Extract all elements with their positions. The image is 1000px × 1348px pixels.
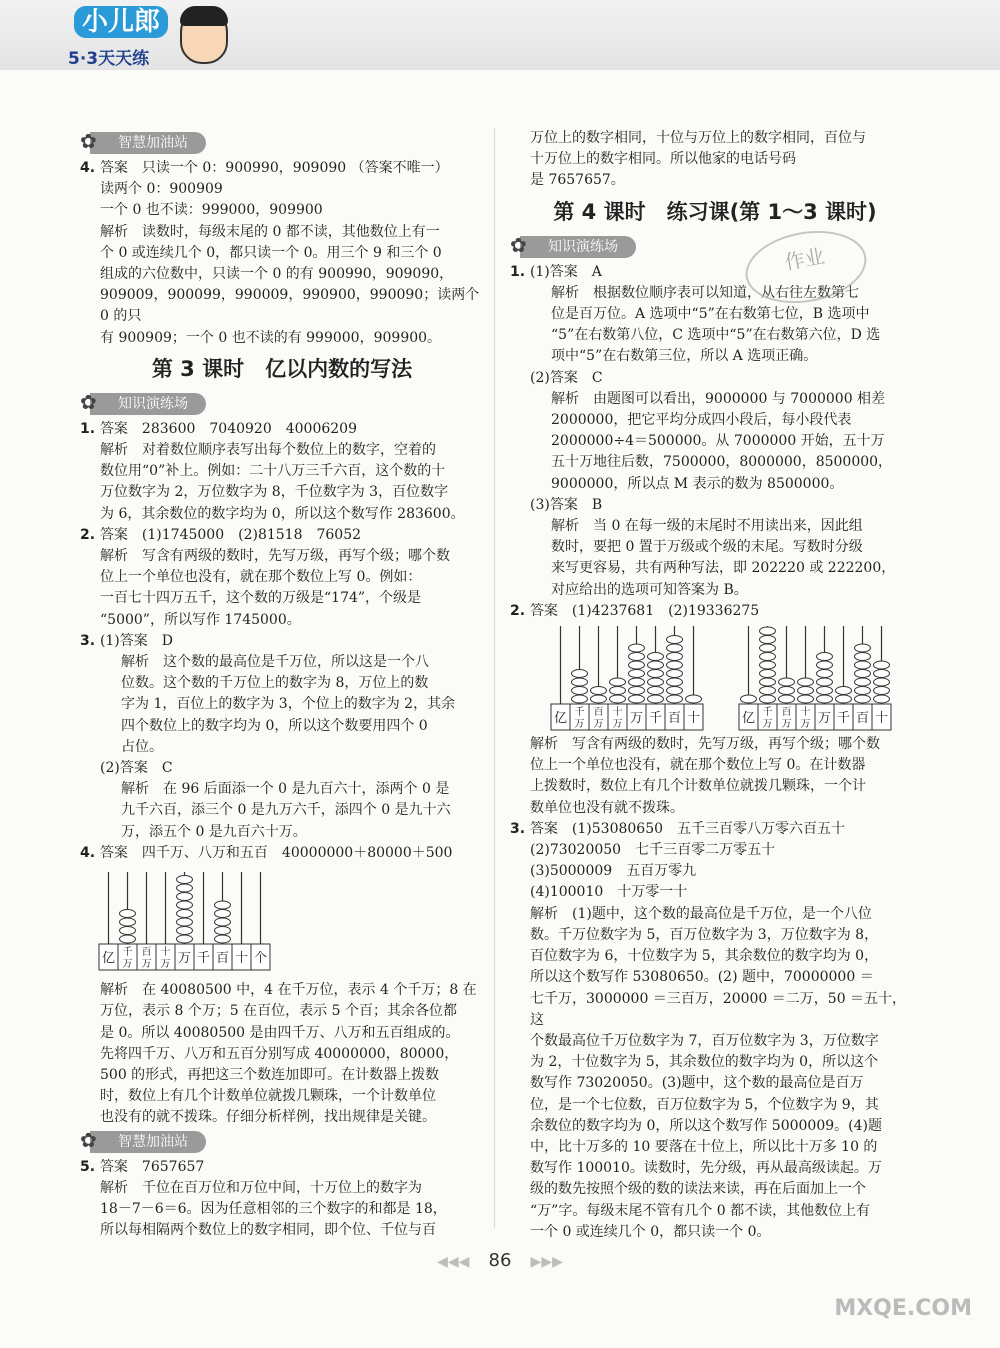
question-3	[80, 631, 484, 843]
text-line: 有 900909；一个 0 也不读的有 999000，909900。	[100, 329, 442, 346]
abacus-bead	[629, 644, 645, 652]
abacus-bead	[648, 695, 664, 703]
abacus-bead	[686, 695, 702, 703]
place-label: 亿	[101, 951, 116, 967]
abacus-bead	[817, 670, 833, 678]
text-line: 个 0 或连续几个 0，都只读一个 0。用三个 9 和三个 0	[100, 244, 442, 261]
place-label: 十万	[612, 707, 623, 731]
abacus-bead	[667, 644, 683, 652]
abacus-bead	[591, 695, 607, 703]
place-label: 百万	[141, 947, 152, 971]
text-line: 为 6，其余数位的数字均为 0，所以这个数写作 283600。	[100, 505, 465, 522]
section-title: ✿ 知识演练场	[520, 236, 636, 258]
place-label: 千	[836, 711, 851, 727]
question-number: 3.	[510, 820, 530, 837]
brand-logo	[62, 2, 252, 68]
abacus-bead	[177, 910, 193, 918]
abacus-bead	[215, 901, 231, 909]
text-line: 位上一个单位也没有，就在那个数位上写 0。例如：	[100, 569, 422, 586]
abacus-bead	[855, 653, 871, 661]
text-line: 万位数字为 2，万位数字为 8，千位数字为 3，百位数字	[100, 484, 449, 501]
text-line: 解析 根据数位顺序表可以知道，从右往左数第七	[551, 284, 859, 301]
text-line: 万位上的数字相同，十位与万位上的数字相同，百位与	[530, 130, 866, 146]
page-number: 86	[488, 1250, 512, 1271]
text-line: 解析 千位在百万位和万位中间，十万位上的数字为	[100, 1179, 422, 1196]
abacus-bead	[629, 653, 645, 661]
abacus-bead	[798, 687, 814, 695]
text-line: “万”字。每级末尾不管有几个 0 都不读，其他数位上有	[530, 1202, 871, 1219]
question-number: 5.	[80, 1158, 100, 1175]
question-number: 4.	[80, 160, 100, 176]
abacus-bead	[610, 687, 626, 695]
text-line: 位数。这个数的千万位上的数字为 8，万位上的数	[121, 675, 429, 692]
place-label: 百	[215, 951, 230, 967]
abacus-bead	[215, 927, 231, 935]
abacus-bead	[874, 678, 890, 686]
question-number: 2.	[80, 526, 100, 543]
text-line: 时，数位上有几个计数单位就拨几颗珠，一个计数单位	[100, 1088, 436, 1105]
abacus-bead	[120, 918, 136, 926]
lesson-title: 第 3 课时 亿以内数的写法	[151, 356, 413, 381]
place-label: 十	[874, 711, 889, 727]
text-line: 数。千万位数字为 5，百万位数字为 3，万位数字为 8，	[530, 926, 879, 943]
place-label: 千万	[574, 707, 585, 731]
text-line: 是 7657657。	[530, 172, 625, 189]
question-number: 1.	[80, 420, 100, 437]
text-line: 十万位上的数字相同。所以他家的电话号码	[530, 151, 796, 168]
abacus-bead	[648, 687, 664, 695]
abacus-figure	[550, 622, 720, 734]
abacus-bead	[741, 695, 757, 703]
text-line: (2)答案 C	[530, 369, 603, 386]
abacus-bead	[760, 627, 776, 635]
text-line: 2000000÷4＝500000。从 7000000 开始，五十万	[551, 433, 885, 450]
place-label: 十	[234, 951, 249, 967]
abacus-bead	[667, 670, 683, 678]
text-line: 百位数字为 6，十位数字为 5，其余数位的数字均为 0，	[530, 948, 879, 965]
abacus-bead	[817, 661, 833, 669]
section-title: ✿ 智慧加油站	[90, 132, 206, 154]
abacus-bead	[874, 670, 890, 678]
text-line: 级的数先按照个级的数的读法来读，再在后面加上一个	[530, 1181, 866, 1198]
text-line: 上拨数时，数位上有几个计数单位就拨几颗珠，一个计	[530, 778, 866, 795]
text-line: 9000000，所以点 M 表示的数为 8500000。	[551, 475, 844, 492]
text-line: 个数最高位千万位数字为 7，百万位数字为 3，万位数字	[530, 1032, 879, 1049]
abacus-bead	[874, 687, 890, 695]
text-line: (3)答案 B	[530, 496, 603, 513]
abacus-bead	[177, 927, 193, 935]
abacus-bead	[177, 884, 193, 892]
text-line: 909009，900099，990009，990900，990090；读两个 0 的只	[100, 287, 480, 325]
text-line: 来写更容易，共有两种写法，即 202220 或 222200，	[551, 560, 896, 577]
text-line: 位上一个单位也没有，就在那个数位上写 0。在计数器	[530, 757, 866, 774]
abacus-bead	[591, 687, 607, 695]
next-arrows-icon: ▶▶▶	[530, 1254, 563, 1270]
brand-bottom: 5·3天天练	[68, 49, 150, 69]
section-title: ✿ 知识演练场	[90, 393, 206, 415]
abacus-bead	[572, 687, 588, 695]
question-3	[510, 819, 920, 1243]
text-line: 所以每相隔两个数位上的数字相同，即个位、千位与百	[100, 1222, 436, 1239]
text-line: 四个数位上的数字均为 0，所以这个数要用四个 0	[121, 717, 428, 734]
abacus-bead	[855, 670, 871, 678]
place-label: 千万	[122, 947, 133, 971]
text-line: 也没有的就不拨珠。仔细分析样例，找出规律是关键。	[100, 1109, 436, 1126]
abacus-bead	[667, 636, 683, 644]
place-label: 万	[629, 711, 644, 727]
text-line: 解析 对着数位顺序表写出每个数位上的数字，空着的	[100, 442, 436, 459]
abacus-bead	[177, 918, 193, 926]
abacus-bead	[760, 644, 776, 652]
abacus-bead	[629, 678, 645, 686]
text-line: 九千六百，添三个 0 是九万六千，添四个 0 是九十六	[121, 802, 451, 819]
abacus-bead	[760, 678, 776, 686]
abacus-bead	[874, 661, 890, 669]
question-number: 2.	[510, 602, 530, 619]
abacus-bead	[629, 687, 645, 695]
abacus-bead	[817, 695, 833, 703]
abacus-bead	[817, 678, 833, 686]
text-line: 余数位的数字均为 0，所以这个数写作 5000009。(4)题	[530, 1117, 882, 1134]
place-label: 百	[667, 711, 682, 727]
abacus-bead	[215, 918, 231, 926]
abacus-bead	[760, 661, 776, 669]
text-line: 18－7－6＝6。因为任意相邻的三个数字的和都是 18，	[100, 1200, 447, 1217]
text-line: 数写作 73020050。(3)题中，这个数的最高位是百万	[530, 1075, 864, 1092]
text-line: 1. 答案 283600 7040920 40006209	[80, 420, 357, 437]
text-line: 解析 由题图可以看出，9000000 与 7000000 相差	[551, 390, 886, 407]
text-line: 2. 答案 (1)4237681 (2)19336275	[510, 602, 760, 619]
text-line: 解析 写含有两级的数时，先写万级，再写个级；哪个数	[100, 548, 450, 565]
abacus-bead	[177, 935, 193, 943]
text-line: 读两个 0：900909	[100, 181, 223, 198]
place-label: 千	[196, 951, 211, 967]
abacus-bead	[874, 695, 890, 703]
abacus-bead	[760, 670, 776, 678]
abacus-bead	[817, 687, 833, 695]
question-4	[80, 158, 484, 349]
mascot-icon	[180, 8, 228, 64]
text-line: 中，比十万多的 10 要落在十位上，所以比十万多 10 的	[530, 1138, 878, 1155]
text-line: 4. 答案 四千万、八万和五百 40000000＋80000＋500	[80, 844, 453, 861]
text-line: 一个 0 或连续几个 0，都只读一个 0。	[530, 1223, 771, 1240]
text-line: 位，是一个七位数，百万位数字为 5，个位数字为 9，其	[530, 1096, 879, 1113]
abacus-bead	[610, 695, 626, 703]
text-line: 数单位也没有就不拨珠。	[530, 799, 684, 816]
abacus-bead	[648, 661, 664, 669]
text-line: 组成的六位数中，只读一个 0 的有 900990，909090，	[100, 266, 454, 283]
place-label: 万	[817, 711, 832, 727]
watermark: MXQE.COM	[834, 1296, 972, 1321]
abacus-figure	[738, 622, 908, 734]
text-line: 万，添五个 0 是九百六十万。	[121, 823, 307, 840]
abacus-bead	[760, 653, 776, 661]
abacus-bead	[760, 636, 776, 644]
text-line: 解析 写含有两级的数时，先写万级，再写个级；哪个数	[530, 736, 880, 753]
text-line: 1. (1)答案 A	[510, 263, 602, 280]
abacus-bead	[572, 678, 588, 686]
abacus-bead	[779, 695, 795, 703]
abacus-bead	[648, 670, 664, 678]
question-2-explanation	[510, 734, 920, 819]
abacus-bead	[629, 661, 645, 669]
text-line: 2. 答案 (1)1745000 (2)81518 76052	[80, 526, 362, 543]
abacus-bead	[120, 927, 136, 935]
text-line: 2000000，把它平均分成四小段后，每小段代表	[551, 412, 852, 429]
place-label: 千	[648, 711, 663, 727]
abacus-bead	[855, 644, 871, 652]
q4-answer	[80, 158, 484, 349]
place-label: 千万	[762, 707, 773, 731]
abacus-bead	[572, 670, 588, 678]
text-line: 解析 在 40080500 中，4 在千万位，表示 4 个千万；8 在	[100, 982, 477, 999]
section-title: ✿ 智慧加油站	[90, 1131, 206, 1153]
text-line: 对应给出的选项可知答案为 B。	[551, 581, 748, 598]
text-line: (2)答案 C	[100, 760, 173, 777]
abacus-bead	[798, 678, 814, 686]
text-line: 字为 1，百位上的数字为 3，个位上的数字为 2，其余	[121, 696, 456, 713]
question-2	[80, 525, 484, 631]
abacus-bead	[855, 695, 871, 703]
question-number: 4.	[80, 844, 100, 861]
text-line: (2)73020050 七千三百零二万零五十	[530, 842, 776, 859]
right-column	[510, 128, 920, 1243]
question-2	[510, 601, 920, 622]
abacus-bead	[572, 695, 588, 703]
text-line: 解析 (1)题中，这个数的最高位是千万位，是一个八位	[530, 905, 872, 922]
abacus-bead	[667, 687, 683, 695]
text-line: 数位用“0”补上。例如：二十八万三千六百，这个数的十	[100, 463, 446, 480]
homework-stamp: 作业	[740, 222, 872, 312]
abacus-bead	[648, 678, 664, 686]
text-line: 3. 答案 (1)53080650 五千三百零八万零六百五十	[510, 820, 846, 837]
text-line: 位是百万位。A 选项中“5”在右数第七位，B 选项中	[551, 306, 870, 323]
place-label: 百	[855, 711, 870, 727]
abacus-bead	[215, 910, 231, 918]
abacus-bead	[760, 695, 776, 703]
abacus-bead	[667, 661, 683, 669]
text-line: 数时，要把 0 置于万级或个级的末尾。写数时分级	[551, 539, 863, 556]
abacus-bead	[177, 876, 193, 884]
place-label: 百万	[593, 707, 604, 731]
place-label: 亿	[553, 711, 568, 727]
left-column	[80, 130, 484, 1241]
abacus-bead	[629, 695, 645, 703]
abacus-bead	[667, 653, 683, 661]
abacus-bead	[177, 893, 193, 901]
text-line: 是 0。所以 40080500 是由四千万、八万和五百组成的。	[100, 1024, 460, 1041]
question-number: 1.	[510, 263, 530, 280]
brand-top: 小儿郎	[74, 6, 168, 38]
text-line: 数写作 100010。读数时，先分级，再从最高级读起。万	[530, 1160, 882, 1177]
abacus-bead	[648, 653, 664, 661]
text-line: 先将四千万、八万和五百分别写成 40000000，80000，	[100, 1045, 459, 1062]
text-line: 所以这个数写作 53080650。(2) 题中，70000000 ＝	[530, 969, 874, 986]
abacus-bead	[215, 935, 231, 943]
abacus-bead	[120, 910, 136, 918]
prev-arrows-icon: ◀◀◀	[437, 1254, 470, 1270]
question-4-writing	[80, 843, 484, 864]
abacus-bead	[855, 678, 871, 686]
text-line: 项中“5”在右数第三位，所以 A 选项正确。	[551, 348, 818, 365]
text-line: 解析 读数时，每级末尾的 0 都不读，其他数位上有一	[100, 223, 440, 240]
abacus-bead	[760, 687, 776, 695]
question-number: 3.	[80, 632, 100, 649]
place-label: 百万	[781, 707, 792, 731]
abacus-bead	[855, 687, 871, 695]
place-label: 万	[177, 951, 192, 967]
abacus-bead	[779, 678, 795, 686]
place-label: 亿	[741, 711, 756, 727]
text-line: 5. 答案 7657657	[80, 1158, 205, 1175]
place-label: 个	[253, 951, 268, 967]
place-label: 十万	[800, 707, 811, 731]
text-line: 解析 这个数的最高位是千万位，所以这是一个八	[121, 654, 429, 671]
abacus-bead	[836, 695, 852, 703]
page-header	[0, 0, 1000, 70]
text-line: 为 2，十位数字为 5，其余数位的数字均为 0，所以这个	[530, 1054, 879, 1071]
abacus-bead	[629, 670, 645, 678]
place-label: 十万	[160, 947, 171, 971]
page-footer	[0, 1250, 1000, 1271]
column-divider	[494, 128, 495, 1228]
abacus-bead	[779, 687, 795, 695]
abacus-bead	[798, 695, 814, 703]
question-1	[510, 262, 920, 601]
abacus-figure	[98, 868, 288, 974]
text-line: 4. 答案 只读一个 0：900990，909090 （答案不唯一）	[80, 160, 449, 176]
text-line: 解析 在 96 后面添一个 0 是九百六十，添两个 0 是	[121, 781, 450, 798]
continued-text	[510, 128, 920, 192]
place-label: 十	[686, 711, 701, 727]
abacus-bead	[610, 678, 626, 686]
text-line: 七千万，3000000 ＝三百万，20000 ＝二万，50 ＝五十，这	[530, 990, 907, 1028]
abacus-bead	[836, 687, 852, 695]
text-line: 一个 0 也不读：999000，909900	[100, 202, 323, 219]
question-4-explanation	[80, 980, 484, 1128]
text-line: “5000”，所以写作 1745000。	[100, 611, 301, 628]
text-line: 占位。	[121, 738, 163, 755]
lesson-title: 第 4 课时 练习课(第 1～3 课时)	[553, 199, 877, 224]
abacus-bead	[855, 661, 871, 669]
text-line: (4)100010 十万零一十	[530, 884, 688, 901]
abacus-bead	[177, 901, 193, 909]
abacus-bead	[667, 678, 683, 686]
text-line: 五十万地往后数，7500000，8000000，8500000，	[551, 454, 893, 471]
abacus-row	[550, 622, 920, 734]
abacus-bead	[817, 653, 833, 661]
abacus-bead	[120, 935, 136, 943]
text-line: 解析 当 0 在每一级的末尾时不用读出来，因此组	[551, 518, 863, 535]
abacus-bead	[667, 695, 683, 703]
text-line: 3. (1)答案 D	[80, 632, 173, 649]
question-5	[80, 1157, 484, 1242]
text-line: 万位，表示 8 个万；5 在百位，表示 5 个百；其余各位都	[100, 1003, 457, 1020]
text-line: “5”在右数第八位，C 选项中“5”在右数第六位，D 选	[551, 327, 881, 344]
text-line: (3)5000009 五百万零九	[530, 863, 697, 880]
text-line: 500 的形式，再把这三个数连加即可。在计数器上拨数	[100, 1066, 440, 1083]
text-line: 一百七十四万五千，这个数的万级是“174”，个级是	[100, 590, 422, 607]
question-1	[80, 419, 484, 525]
